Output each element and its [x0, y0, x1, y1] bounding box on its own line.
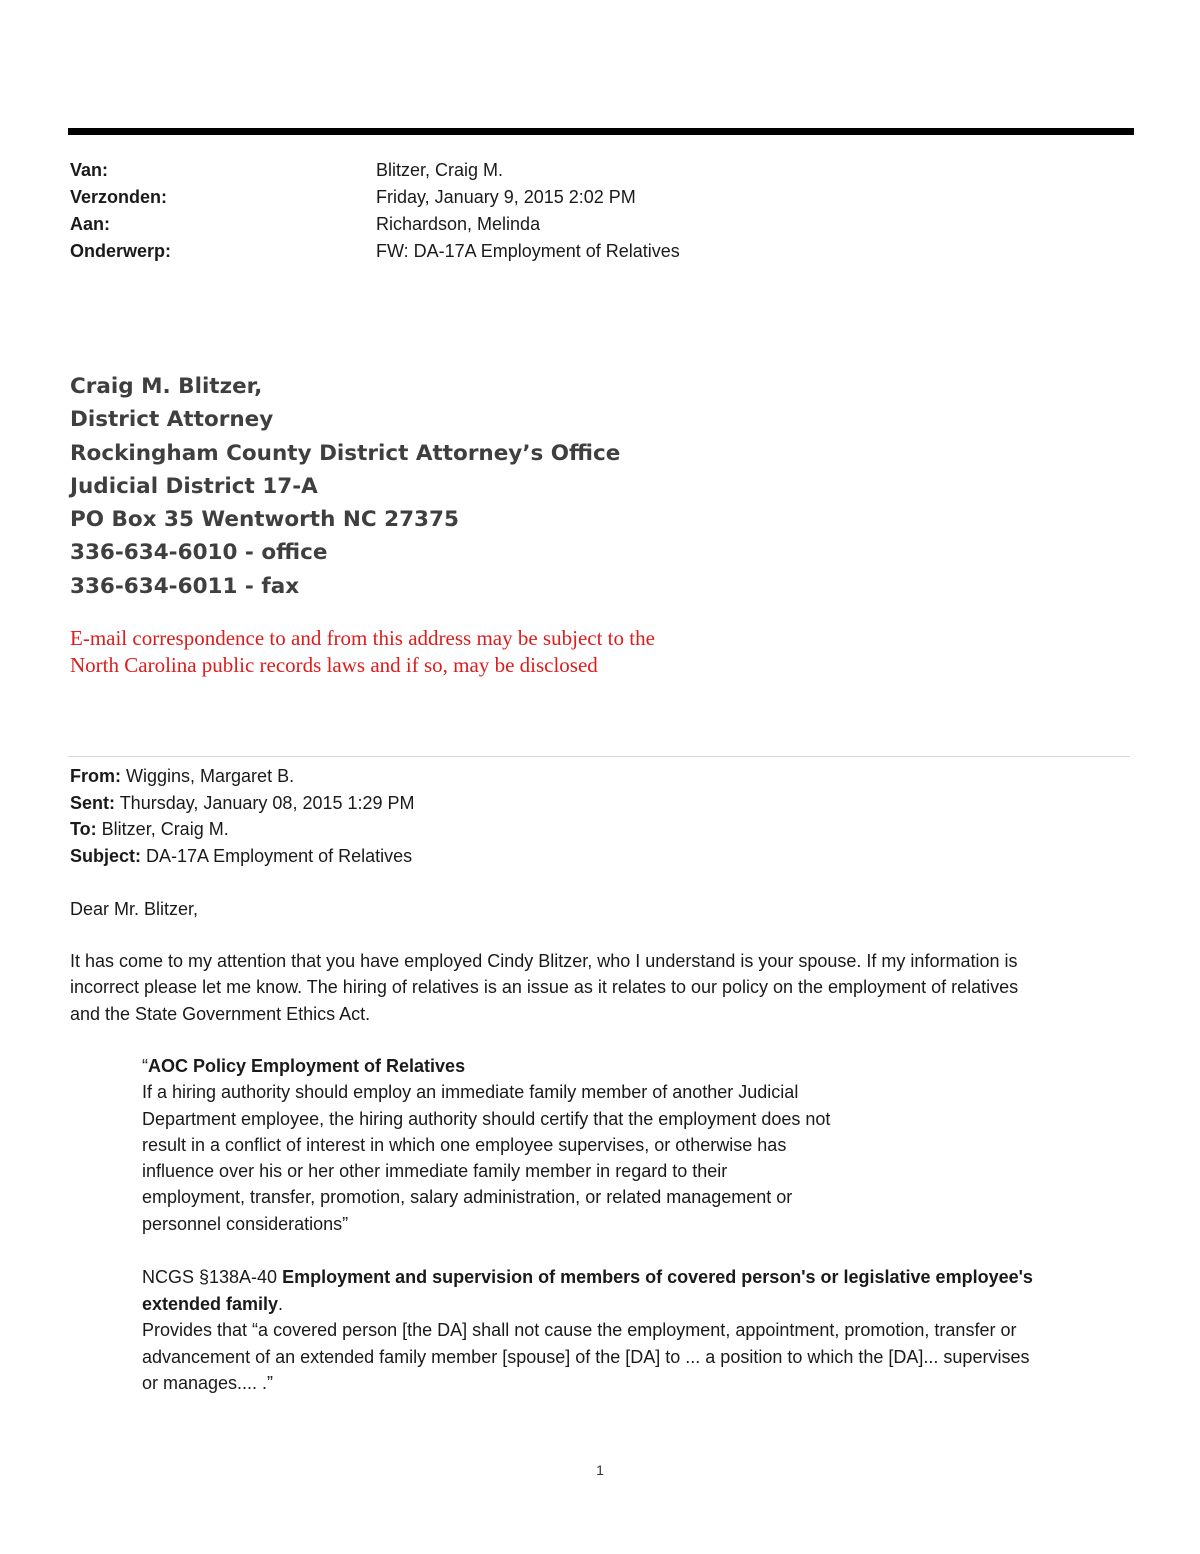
header-value-to: Richardson, Melinda [376, 214, 541, 234]
forwarded-to: To: Blitzer, Craig M. [70, 819, 229, 840]
forward-separator [68, 756, 1130, 757]
salutation: Dear Mr. Blitzer, [70, 899, 199, 919]
forwarded-subject: Subject: DA-17A Employment of Relatives [70, 846, 413, 867]
forwarded-from: From: Wiggins, Margaret B. [70, 766, 295, 786]
signature-phone: 336-634-6010 - office [70, 540, 328, 566]
header-label-sent: Verzonden: [70, 187, 168, 207]
quote-line: Department employee, the hiring authority should certify that the employment does not [142, 1108, 831, 1129]
signature-name: Craig M. Blitzer, [70, 374, 263, 399]
ncgs-line: Provides that “a covered person [the DA] shall not cause the employment, appointment, promotion, transfer or [142, 1320, 1017, 1340]
header-value-from: Blitzer, Craig M. [376, 160, 504, 180]
quote-title: “AOC Policy Employment of Relatives [142, 1056, 466, 1076]
disclaimer-line: E-mail correspondence to and from this address may be subject to the [70, 626, 655, 650]
body-line: and the State Government Ethics Act. [70, 1003, 371, 1024]
header-label-subject: Onderwerp: [70, 241, 172, 261]
header-value-sent: Friday, January 9, 2015 2:02 PM [376, 187, 636, 207]
forwarded-sent: Sent: Thursday, January 08, 2015 1:29 PM [70, 792, 415, 813]
quote-line: influence over his or her other immediate family member in regard to their [142, 1161, 728, 1182]
quote-line: employment, transfer, promotion, salary administration, or related management or [142, 1187, 793, 1208]
signature-office: Rockingham County District Attorney’s Office [70, 440, 621, 466]
ncgs-heading: NCGS §138A-40 Employment and supervision of members of covered person's or legislative employee's [142, 1267, 1033, 1287]
signature-district: Judicial District 17-A [70, 473, 318, 499]
quote-line: personnel considerations” [142, 1213, 349, 1234]
header-label-from: Van: [70, 160, 109, 180]
header-rule [68, 128, 1134, 135]
ncgs-line: advancement of an extended family member [spouse] of the [DA] to ... a position to which the [DA]... supervises [142, 1346, 1030, 1367]
body-paragraph [70, 948, 1130, 1027]
forwarded-header [70, 763, 415, 870]
signature-block [70, 370, 620, 603]
page-number: 1 [596, 1462, 604, 1478]
signature-fax: 336-634-6011 - fax [70, 573, 300, 599]
disclaimer-line: North Carolina public records laws and if so, may be disclosed [70, 653, 598, 677]
body-line: incorrect please let me know. The hiring of relatives is an issue as it relates to our policy on the employment of relatives [70, 977, 1019, 998]
ncgs-heading-cont: extended family. [142, 1293, 284, 1314]
quote-line: result in a conflict of interest in which one employee supervises, or otherwise has [142, 1134, 787, 1155]
signature-title: District Attorney [70, 407, 274, 433]
public-records-disclaimer [70, 625, 655, 679]
ncgs-statute [142, 1264, 1033, 1397]
ncgs-line: or manages.... .” [142, 1373, 274, 1393]
header-label-to: Aan: [70, 214, 110, 234]
quote-line: If a hiring authority should employ an immediate family member of another Judicial [142, 1082, 799, 1103]
body-line: It has come to my attention that you have employed Cindy Blitzer, who I understand is your spouse. If my information is [70, 951, 1018, 971]
signature-address: PO Box 35 Wentworth NC 27375 [70, 507, 459, 533]
header-value-subject: FW: DA-17A Employment of Relatives [376, 241, 680, 261]
aoc-policy-quote [142, 1053, 830, 1237]
